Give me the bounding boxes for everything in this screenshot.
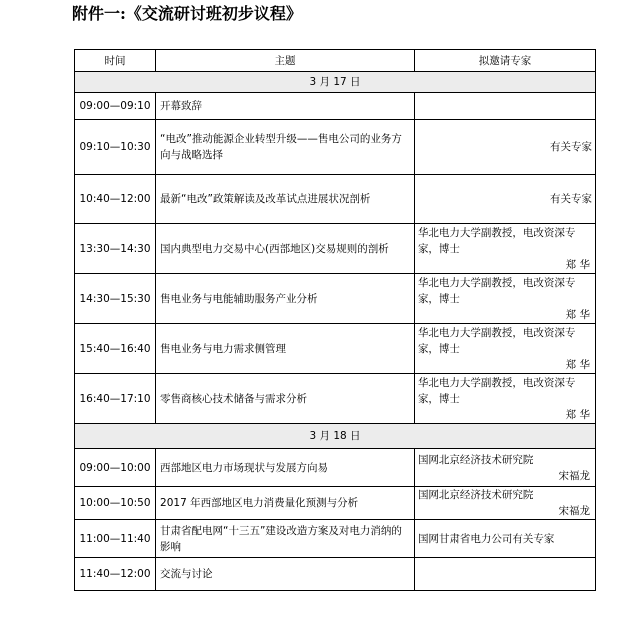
expert-title: 华北电力大学副教授，电改资深专家，博士 bbox=[417, 226, 576, 255]
time-cell: 13:30—14:30 bbox=[75, 224, 156, 274]
expert-cell bbox=[414, 449, 595, 487]
expert-name: 有关专家 bbox=[550, 193, 592, 205]
expert-title: 华北电力大学副教授，电改资深专家，博士 bbox=[417, 376, 576, 405]
expert-name: 宋福龙 bbox=[558, 505, 590, 517]
table-row bbox=[75, 449, 596, 487]
topic-cell: 交流与讨论 bbox=[156, 558, 415, 591]
time-cell: 10:00—10:50 bbox=[75, 487, 156, 520]
expert-cell bbox=[414, 93, 595, 120]
expert-title: 华北电力大学副教授，电改资深专家，博士 bbox=[417, 276, 576, 305]
topic-cell: 零售商核心技术储备与需求分析 bbox=[156, 374, 415, 424]
topic-cell: 国内典型电力交易中心(西部地区)交易规则的剖析 bbox=[156, 224, 415, 274]
topic-cell: 西部地区电力市场现状与发展方向易 bbox=[156, 449, 415, 487]
topic-cell: 开幕致辞 bbox=[156, 93, 415, 120]
expert-title: 国网北京经济技术研究院 bbox=[417, 453, 534, 466]
topic-cell: 最新“电改”政策解读及改革试点进展状况剖析 bbox=[156, 175, 415, 224]
expert-cell bbox=[414, 374, 595, 424]
table-row bbox=[75, 175, 596, 224]
topic-cell: 售电业务与电力需求侧管理 bbox=[156, 324, 415, 374]
column-header-topic: 主题 bbox=[156, 50, 415, 72]
date-row bbox=[75, 72, 596, 93]
table-row bbox=[75, 374, 596, 424]
table-row bbox=[75, 120, 596, 175]
time-cell: 09:00—09:10 bbox=[75, 93, 156, 120]
table-row bbox=[75, 520, 596, 558]
expert-name: 郑 华 bbox=[565, 358, 590, 371]
expert-title: 国网北京经济技术研究院 bbox=[417, 489, 534, 501]
expert-name: 郑 华 bbox=[565, 408, 590, 421]
time-cell: 10:40—12:00 bbox=[75, 175, 156, 224]
table-row bbox=[75, 487, 596, 520]
column-header-expert: 拟邀请专家 bbox=[414, 50, 595, 72]
time-cell: 11:40—12:00 bbox=[75, 558, 156, 591]
time-cell: 11:00—11:40 bbox=[75, 520, 156, 558]
time-cell: 09:00—10:00 bbox=[75, 449, 156, 487]
time-cell: 16:40—17:10 bbox=[75, 374, 156, 424]
table-row bbox=[75, 224, 596, 274]
date-label: 3 月 18 日 bbox=[75, 424, 596, 449]
expert-cell bbox=[414, 520, 595, 558]
time-cell: 15:40—16:40 bbox=[75, 324, 156, 374]
table-row bbox=[75, 274, 596, 324]
expert-title: 国网甘肃省电力公司有关专家 bbox=[417, 532, 555, 545]
expert-cell bbox=[414, 274, 595, 324]
table-row bbox=[75, 324, 596, 374]
topic-cell: 售电业务与电能辅助服务产业分析 bbox=[156, 274, 415, 324]
topic-cell: 甘肃省配电网“十三五”建设改造方案及对电力消纳的影响 bbox=[156, 520, 415, 558]
table-row bbox=[75, 558, 596, 591]
expert-cell bbox=[414, 558, 595, 591]
header-row bbox=[75, 50, 596, 72]
expert-cell bbox=[414, 224, 595, 274]
column-header-time: 时间 bbox=[75, 50, 156, 72]
expert-name: 郑 华 bbox=[565, 308, 590, 321]
date-label: 3 月 17 日 bbox=[75, 72, 596, 93]
expert-cell bbox=[414, 324, 595, 374]
expert-name: 郑 华 bbox=[565, 258, 590, 271]
expert-name: 有关专家 bbox=[550, 141, 592, 153]
expert-cell bbox=[414, 175, 595, 224]
table-row bbox=[75, 93, 596, 120]
expert-name: 宋福龙 bbox=[558, 469, 590, 482]
expert-cell bbox=[414, 120, 595, 175]
date-row bbox=[75, 424, 596, 449]
time-cell: 09:10—10:30 bbox=[75, 120, 156, 175]
agenda-table bbox=[74, 49, 596, 591]
topic-cell: “电改”推动能源企业转型升级——售电公司的业务方向与战略选择 bbox=[156, 120, 415, 175]
page-title: 附件一:《交流研讨班初步议程》 bbox=[72, 4, 302, 23]
expert-cell bbox=[414, 487, 595, 520]
topic-cell: 2017 年西部地区电力消费量化预测与分析 bbox=[156, 487, 415, 520]
expert-title: 华北电力大学副教授，电改资深专家，博士 bbox=[417, 326, 576, 355]
time-cell: 14:30—15:30 bbox=[75, 274, 156, 324]
